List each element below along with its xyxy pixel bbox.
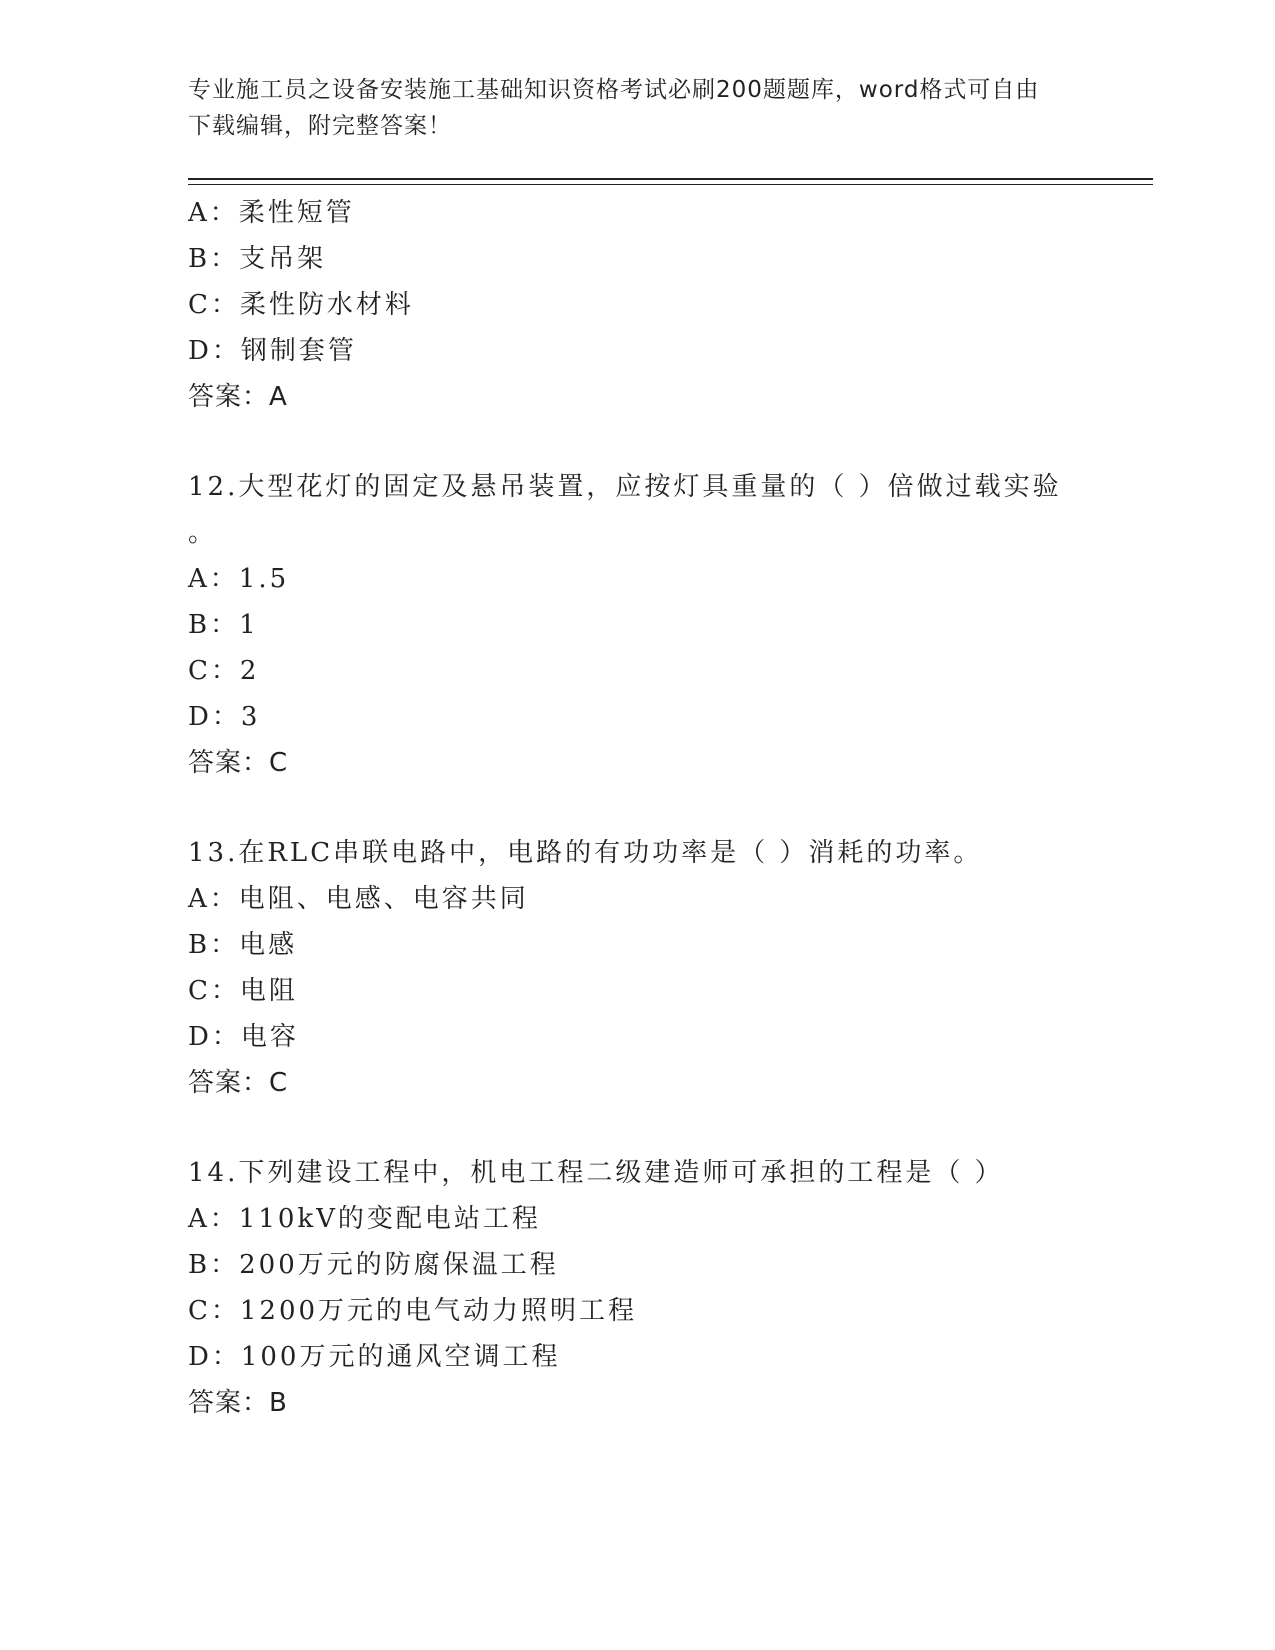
question-list	[188, 190, 1108, 1426]
option-a: A：1.5	[188, 564, 290, 594]
question-stem-continued: 。	[188, 518, 218, 548]
option-c: C：柔性防水材料	[188, 290, 414, 320]
option-b: B：支吊架	[188, 244, 327, 274]
option-c: C：1200万元的电气动力照明工程	[188, 1296, 638, 1326]
answer: 答案：B	[188, 1388, 288, 1418]
header-title-line-1: 专业施工员之设备安装施工基础知识资格考试必刷200题题库，word格式可自由	[188, 77, 1040, 103]
option-d: D：3	[188, 702, 261, 732]
option-b: B：1	[188, 610, 259, 640]
question-stem: 14.下列建设工程中，机电工程二级建造师可承担的工程是（ ）	[188, 1158, 1004, 1188]
answer: 答案：C	[188, 1068, 289, 1098]
question-12	[188, 464, 1108, 786]
option-a: A：110kV的变配电站工程	[188, 1204, 541, 1234]
question-11	[188, 190, 1108, 420]
header-divider-secondary	[188, 184, 1153, 185]
answer: 答案：C	[188, 748, 289, 778]
option-d: D：钢制套管	[188, 336, 357, 366]
document-header	[188, 72, 1088, 144]
option-a: A：电阻、电感、电容共同	[188, 884, 529, 914]
question-stem: 13.在RLC串联电路中，电路的有功功率是（ ）消耗的功率。	[188, 838, 983, 868]
option-b: B：电感	[188, 930, 298, 960]
header-divider	[188, 178, 1153, 180]
option-d: D：100万元的通风空调工程	[188, 1342, 561, 1372]
question-stem: 12.大型花灯的固定及悬吊装置，应按灯具重量的（ ）倍做过载实验	[188, 472, 1062, 502]
option-a: A：柔性短管	[188, 198, 355, 228]
answer: 答案：A	[188, 382, 288, 412]
question-13	[188, 830, 1108, 1106]
option-d: D：电容	[188, 1022, 299, 1052]
question-14	[188, 1150, 1108, 1426]
header-title-line-2: 下载编辑，附完整答案！	[188, 113, 452, 139]
option-b: B：200万元的防腐保温工程	[188, 1250, 559, 1280]
option-c: C：电阻	[188, 976, 298, 1006]
option-c: C：2	[188, 656, 260, 686]
